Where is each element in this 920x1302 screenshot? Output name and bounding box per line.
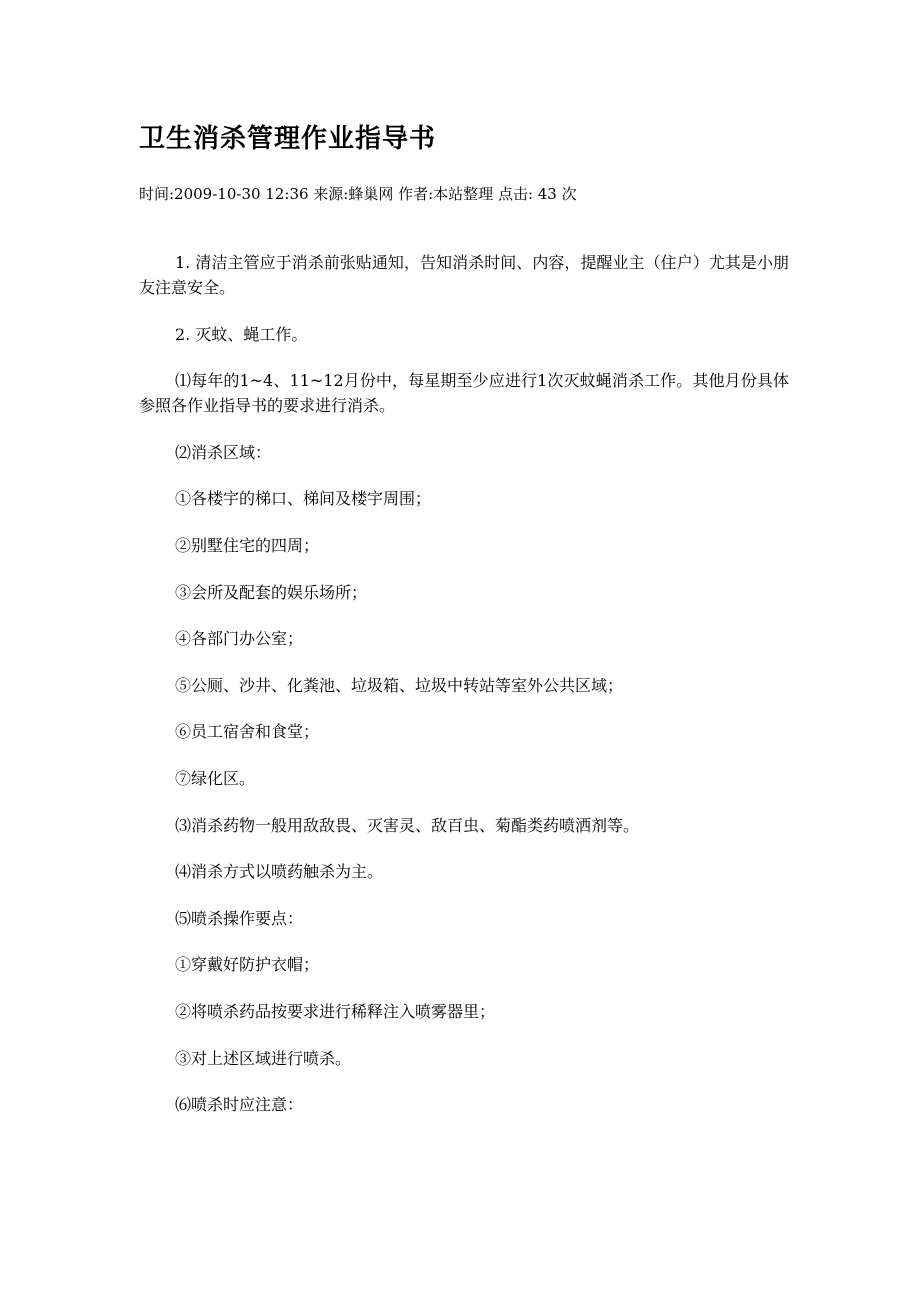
page-title: 卫生消杀管理作业指导书 <box>139 124 437 154</box>
paragraph: ⑤公厕、沙井、化粪池、垃圾箱、垃圾中转站等室外公共区域； <box>175 675 624 695</box>
paragraph: 1. 清洁主管应于消杀前张贴通知，告知消杀时间、内容，提醒业主（住户）尤其是小朋友注意安全。 <box>139 253 789 297</box>
article-meta: 时间:2009-10-30 12:36 来源:蜂巢网 作者:本站整理 点击: 43 次 <box>139 185 577 203</box>
paragraph: ⑴每年的1~4、11~12月份中，每星期至少应进行1次灭蚊蝇消杀工作。其他月份具体参照各作业指导书的要求进行消杀。 <box>139 371 789 416</box>
paragraph: ⑦绿化区。 <box>175 768 256 788</box>
article-body <box>139 250 789 1139</box>
paragraph: ⑸喷杀操作要点： <box>175 908 304 928</box>
paragraph: ⑹喷杀时应注意： <box>175 1095 304 1115</box>
paragraph: ⑶消杀药物一般用敌敌畏、灭害灵、敌百虫、菊酯类药喷洒剂等。 <box>175 815 640 835</box>
paragraph: ⑥员工宿舍和食堂； <box>175 722 320 742</box>
paragraph: ②将喷杀药品按要求进行稀释注入喷雾器里； <box>175 1001 496 1021</box>
paragraph: ①各楼宇的梯口、梯间及楼宇周围； <box>175 489 432 509</box>
paragraph: ②别墅住宅的四周； <box>175 535 320 555</box>
paragraph: 2. 灭蚊、蝇工作。 <box>175 324 308 344</box>
paragraph: ③对上述区域进行喷杀。 <box>175 1048 352 1068</box>
paragraph: ④各部门办公室； <box>175 629 304 649</box>
paragraph: ①穿戴好防护衣帽； <box>175 955 320 975</box>
paragraph: ⑷消杀方式以喷药触杀为主。 <box>175 862 384 882</box>
paragraph: ③会所及配套的娱乐场所； <box>175 582 368 602</box>
paragraph: ⑵消杀区域： <box>175 442 272 462</box>
